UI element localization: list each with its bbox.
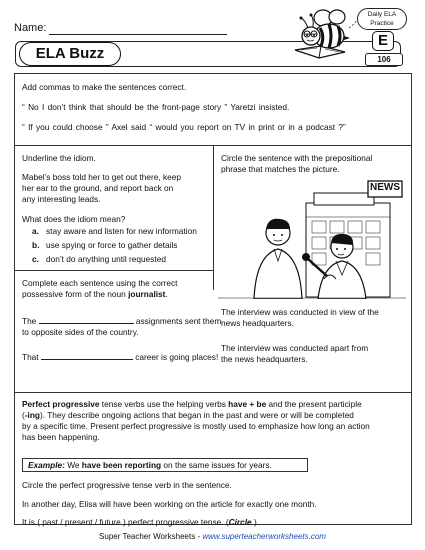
badge-letter: E (372, 31, 394, 51)
name-line[interactable] (49, 34, 227, 35)
divider (14, 270, 213, 271)
possessive-blank-1[interactable] (39, 323, 134, 324)
possessive-sentence-1-line1: The assignments sent them (22, 316, 222, 326)
idiom-question: What does the idiom mean? (22, 214, 126, 224)
idiom-passage-line1: Mabel’s boss told her to get out there, keep (22, 172, 181, 182)
progressive-para-line3: by a specific time. Present perfect progressive is mostly used to emphasize how long an action (22, 421, 370, 431)
prep-sentence-2-line1[interactable]: The interview was conducted apart from (221, 343, 369, 353)
footer: Super Teacher Worksheets - www.superteacherworksheets.com (99, 532, 326, 541)
divider (213, 145, 214, 290)
idiom-passage-line2: her ear to the ground, and report back on (22, 183, 174, 193)
progressive-para-line1: Perfect progressive tense verbs use the helping verbs have + be and the present participle (22, 399, 362, 409)
progressive-para-line4: has been happening. (22, 432, 100, 442)
idiom-option-b[interactable]: b. use spying or force to gather details (32, 240, 178, 250)
possessive-blank-2[interactable] (41, 359, 133, 360)
progressive-para-line2: (-ing). They describe ongoing actions that began in the past and were or will be completed (22, 410, 354, 420)
progressive-instruction: Circle the perfect progressive tense verb in the sentence. (22, 480, 232, 490)
commas-instruction: Add commas to make the sentences correct. (22, 82, 187, 92)
commas-sentence-2: “ If you could choose ” Axel said “ would you report on TV in print or in a podcast ?” (22, 122, 346, 132)
commas-sentence-1: “ No I don’t think that should be the front-page story ” Yaretzi insisted. (22, 102, 290, 112)
prep-instruction-line2: phrase that matches the picture. (221, 164, 340, 174)
badge-line1: Daily ELA (367, 11, 397, 18)
progressive-sentence[interactable]: In another day, Elisa will have been working on the article for exactly one month. (22, 499, 317, 509)
daily-practice-badge (357, 8, 407, 30)
possessive-instruction-line2: possessive form of the noun journalist. (22, 289, 168, 299)
example-box: Example: We have been reporting on the same issues for years. (22, 458, 308, 472)
idiom-option-c[interactable]: c. don’t do anything until requested (32, 254, 166, 264)
idiom-passage-line3: any interesting leads. (22, 194, 101, 204)
prep-sentence-1-line1[interactable]: The interview was conducted in view of the (221, 307, 379, 317)
possessive-sentence-1-line2: to opposite sides of the country. (22, 327, 139, 337)
idiom-option-a[interactable]: a. stay aware and listen for new information (32, 226, 197, 236)
possessive-sentence-2: That career is going places! (22, 352, 219, 362)
news-sign: NEWS (370, 182, 400, 193)
name-label: Name: (14, 22, 47, 34)
badge-number: 106 (365, 53, 403, 66)
page-title: ELA Buzz (19, 42, 121, 66)
badge-line2: Practice (370, 20, 394, 27)
idiom-instruction: Underline the idiom. (22, 153, 96, 163)
prep-sentence-2-line2[interactable]: the news headquarters. (221, 354, 308, 364)
progressive-tense-question: It is ( past / present / future ) perfect progressive tense. (Circle.) (22, 517, 257, 527)
possessive-noun: journalist (128, 289, 166, 299)
divider (14, 392, 412, 393)
bee-reading-icon (287, 6, 367, 66)
possessive-instruction-line1: Complete each sentence using the correct (22, 278, 178, 288)
prep-sentence-1-line2[interactable]: news headquarters. (221, 318, 294, 328)
footer-link[interactable]: www.superteacherworksheets.com (202, 532, 326, 541)
prep-instruction-line1: Circle the sentence with the prepositional (221, 153, 373, 163)
news-interview-picture (218, 175, 406, 299)
